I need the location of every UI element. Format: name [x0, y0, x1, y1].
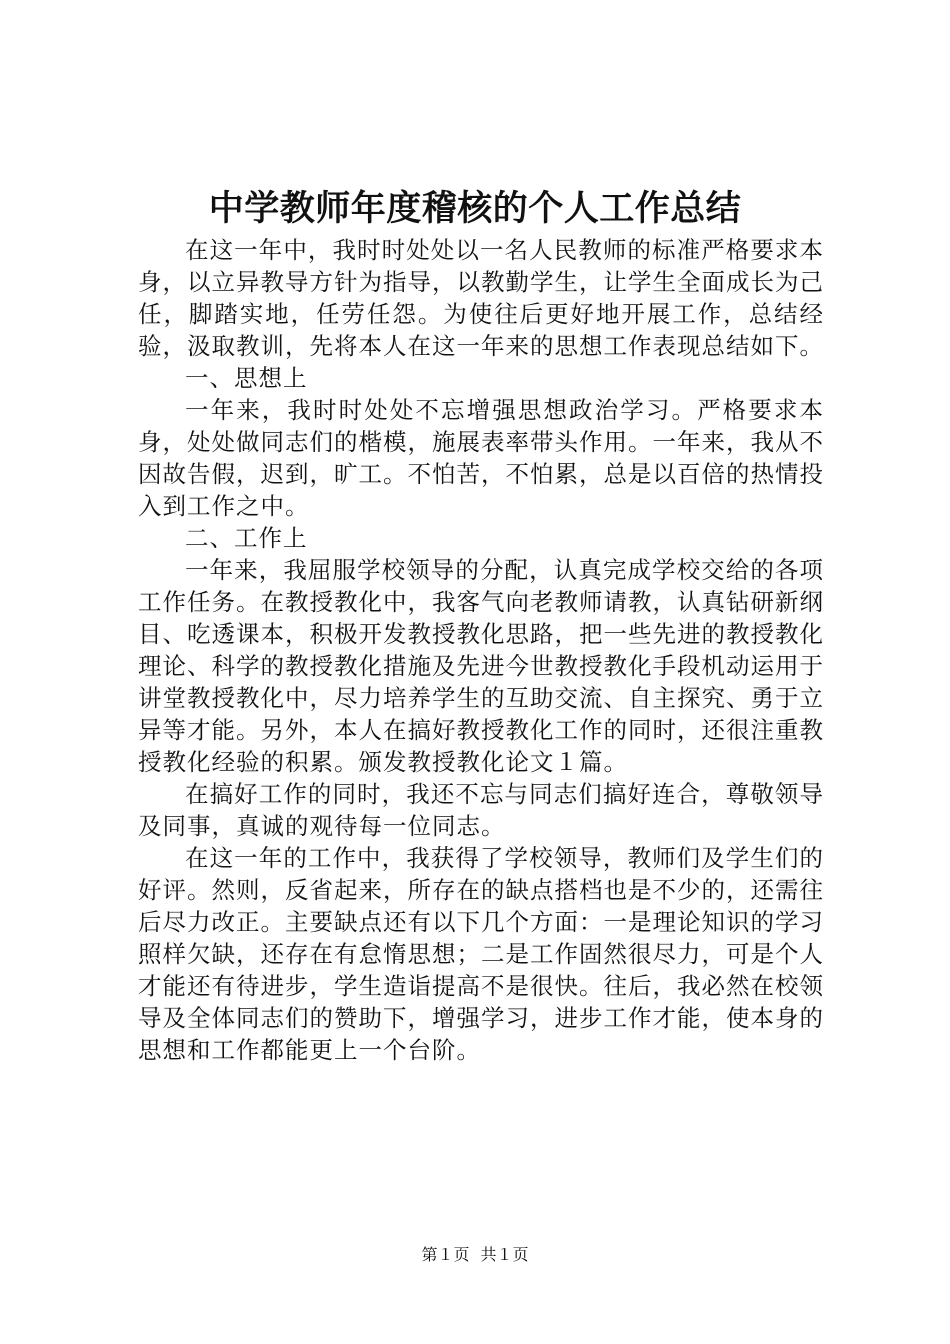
page-total: 共１页 [480, 1245, 529, 1264]
section-heading-thought: 一、思想上 [185, 364, 308, 392]
document-body [138, 234, 824, 1066]
section-heading-work: 二、工作上 [185, 524, 308, 552]
paragraph-work: 一年来，我屈服学校领导的分配，认真完成学校交给的各项工作任务。在教授教化中，我客气向老教师请教，认真钻研新纲目、吃透课本，积极开发教授教化思路，把一些先进的教授教化理论、科学的教授教化措施及先进今世教授教化手段机动运用于讲堂教授教化中，尽力培养学生的互助交流、自主探究、勇于立异等才能。另外，本人在搞好教授教化工作的同时，还很注重教授教化经验的积累。颁发教授教化论文１篇。 [138, 556, 824, 776]
paragraph-unity: 在搞好工作的同时，我还不忘与同志们搞好连合，尊敬领导及同事，真诚的观待每一位同志。 [138, 780, 824, 840]
page-title: 中学教师年度稽核的个人工作总结 [208, 189, 742, 229]
page-footer [0, 1244, 950, 1266]
paragraph-thought: 一年来，我时时处处不忘增强思想政治学习。严格要求本身，处处做同志们的楷模，施展表率带头作用。一年来，我从不因故告假，迟到，旷工。不怕苦，不怕累，总是以百倍的热情投入到工作之中。 [138, 396, 824, 520]
paragraph-intro: 在这一年中，我时时处处以一名人民教师的标准严格要求本身，以立异教导方针为指导，以教勤学生，让学生全面成长为己任，脚踏实地，任劳任怨。为使往后更好地开展工作，总结经验，汲取教训，先将本人在这一年来的思想工作表现总结如下。 [138, 236, 824, 360]
page-number: 第１页 [421, 1245, 470, 1264]
paragraph-conclusion: 在这一年的工作中，我获得了学校领导，教师们及学生们的好评。然则，反省起来，所存在的缺点搭档也是不少的，还需往后尽力改正。主要缺点还有以下几个方面：一是理论知识的学习照样欠缺，还存在有怠惰思想；二是工作固然很尽力，可是个人才能还有待进步，学生造诣提高不是很快。往后，我必然在校领导及全体同志们的赞助下，增强学习，进步工作才能，使本身的思想和工作都能更上一个台阶。 [138, 844, 824, 1064]
